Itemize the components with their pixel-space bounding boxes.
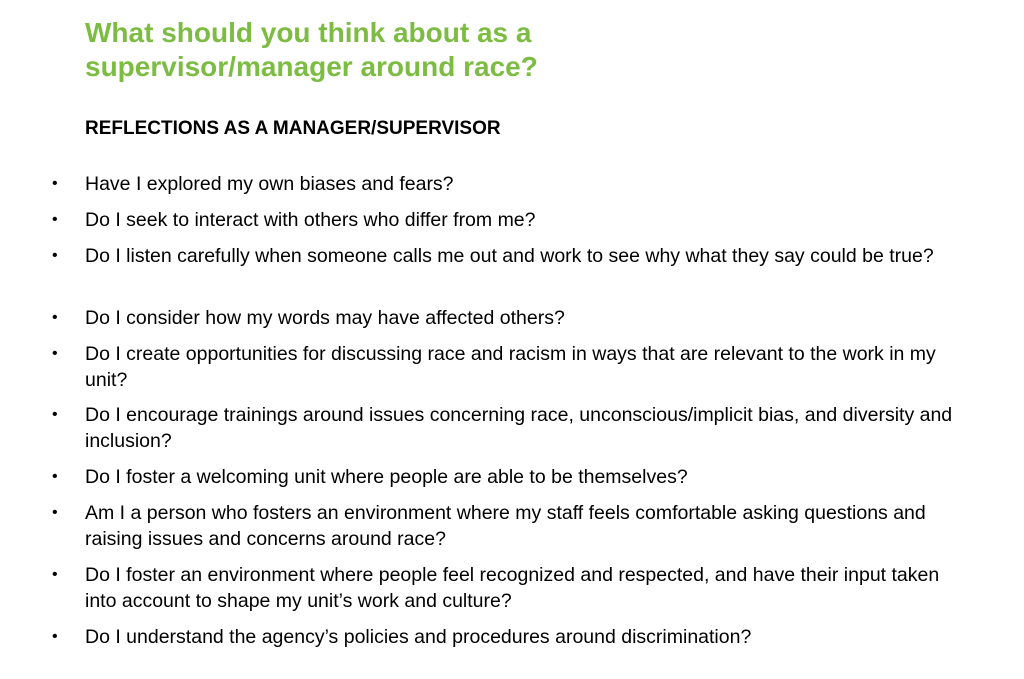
list-item-text: Do I foster an environment where people feel recognized and respected, and have their input taken into account to shape my unit’s work and culture? — [85, 564, 940, 612]
bullet-icon: • — [52, 406, 58, 423]
bullet-icon: • — [52, 468, 58, 485]
bullet-icon: • — [52, 566, 58, 583]
list-item-text: Do I seek to interact with others who differ from me? — [85, 209, 536, 231]
list-item-text: Do I listen carefully when someone calls me out and work to see why what they say could be true? — [85, 245, 934, 267]
page-title — [85, 16, 705, 84]
bullet-icon: • — [52, 504, 58, 521]
list-item-text: Do I create opportunities for discussing race and racism in ways that are relevant to the work in my unit? — [85, 343, 936, 391]
bullet-icon: • — [52, 247, 58, 264]
bullet-icon: • — [52, 175, 58, 192]
bullet-icon: • — [52, 211, 58, 228]
list-item-text: Am I a person who fosters an environment where my staff feels comfortable asking questions and raising issues and concerns around race? — [85, 502, 926, 550]
list-item-text: Do I encourage trainings around issues concerning race, unconscious/implicit bias, and diversity and inclusion? — [85, 404, 953, 452]
bullet-icon: • — [52, 345, 58, 362]
list-item-text: Do I foster a welcoming unit where people are able to be themselves? — [85, 466, 688, 488]
bullet-icon: • — [52, 628, 58, 645]
list-item-text: Have I explored my own biases and fears? — [85, 173, 454, 195]
list-item-text: Do I consider how my words may have affected others? — [85, 307, 565, 329]
page-title-line-2: supervisor/manager around race? — [85, 51, 538, 82]
section-subheading: REFLECTIONS AS A MANAGER/SUPERVISOR — [85, 118, 501, 139]
page-title-line-1: What should you think about as a — [85, 17, 532, 48]
list-item-text: Do I understand the agency’s policies and procedures around discrimination? — [85, 626, 752, 648]
bullet-icon: • — [52, 309, 58, 326]
